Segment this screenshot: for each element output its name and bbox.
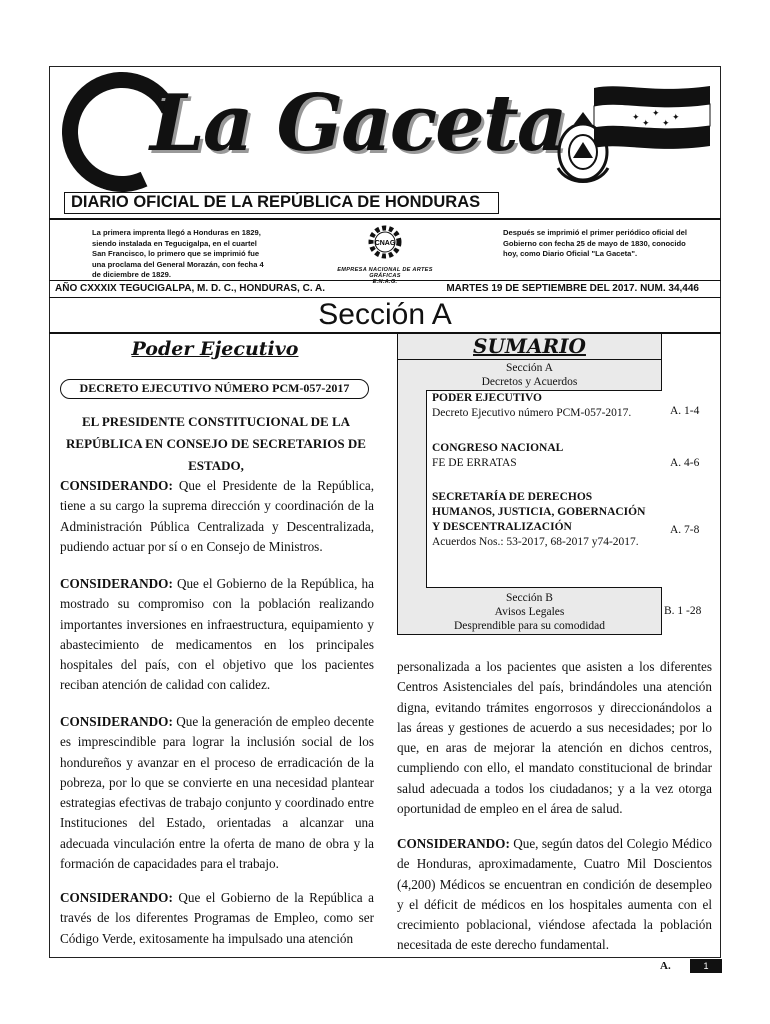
summary-section-b: Sección B (506, 592, 553, 604)
history-note-right: Después se imprimió el primer periódico oficial del Gobierno con fecha 25 de mayo de 1830, conocido hoy, como Diario Oficial "La Gaceta". (503, 228, 687, 259)
history-note-left: La primera imprenta llegó a Honduras en 1829, siendo instalada en Tegucigalpa, en el cuartel San Francisco, lo primero que se imprimió fue una proclama del General Morazán, con fecha 4 de diciembre de 1829. (92, 228, 264, 280)
page-number: 1 (690, 959, 722, 973)
enag-logo (330, 222, 440, 285)
section-title: Sección A (318, 298, 452, 331)
gear-icon (363, 222, 407, 262)
decree-continuation: personalizada a los pacientes que asisten a los diferentes Centros Asistenciales del país, brindándoles una atención digna, evitando trámites engorrosos y direccionándolos a las áreas y gestiones de acuerdo a sus necesidades; por lo que, en aras de mejorar la atención en dichos centros, cumpliendo con ello, el mandato constitucional de brindar salud adecuada a todos los ciudadanos; y a la vez otorga oportunidad de empleo en el área de salud. (397, 659, 712, 817)
decree-preamble: EL PRESIDENTE CONSTITUCIONAL DE LA REPÚBLICA EN CONSEJO DE SECRETARIOS DE ESTADO, (66, 414, 366, 473)
summary-section-a: Sección A (506, 362, 553, 374)
enag-name: EMPRESA NACIONAL DE ARTES GRÁFICAS (337, 267, 433, 279)
summary-item: SECRETARÍA DE DERECHOS HUMANOS, JUSTICIA, GOBERNACIÓN Y DESCENTRALIZACIÓN Acuerdos Nos.: 53-2017, 68-2017 y74-2017. (432, 491, 646, 548)
considerando-2: CONSIDERANDO: Que el Gobierno de la República, ha mostrado su compromiso con la población realizando importantes inversiones en infraestructura, equipamiento y abastecimiento de medicamentos en los principales hospitales del país, con el objetivo que los pacientes reciban atención de calidad con calidez. (60, 576, 374, 693)
masthead-subtitle: DIARIO OFICIAL DE LA REPÚBLICA DE HONDURAS (64, 192, 499, 214)
summary-item: CONGRESO NACIONAL FE DE ERRATAS (432, 442, 564, 469)
page-section-letter: A. (660, 960, 671, 972)
issue-info-bar (49, 280, 721, 298)
branch-heading: Poder Ejecutivo (131, 338, 299, 360)
svg-text:✦: ✦ (642, 118, 650, 128)
svg-text:✦: ✦ (652, 108, 660, 118)
divider (397, 359, 662, 360)
considerando-4: CONSIDERANDO: Que el Gobierno de la República a través de los diferentes Programas de Empleo, como ser Código Verde, exitosamente ha impulsado una atención (60, 890, 374, 946)
summary-item-ref: A. 7-8 (670, 524, 700, 536)
summary-section-a-sub: Decretos y Acuerdos (481, 376, 578, 388)
considerando-3: CONSIDERANDO: Que la generación de empleo decente es imprescindible para lograr la inclusión social de los hondureños y avanzar en el proceso de erradicación de la pobreza, por lo que se convierte en una necesidad plantear estrategias efectivas de trabajo conjunto y coordinado entre Instituciones del Estado, orientadas a alcanzar una adecuada vinculación entre la oferta de mano de obra y la formación de capacidades para el trabajo. (60, 714, 374, 872)
svg-text:✦: ✦ (632, 112, 640, 122)
enag-acronym: E.N.A.G. (372, 279, 398, 285)
coat-of-arms-icon (548, 108, 618, 192)
summary-item-ref: A. 4-6 (670, 457, 700, 469)
summary-section-b-note: Desprendible para su comodidad (453, 620, 606, 632)
considerando-5: CONSIDERANDO: Que, según datos del Colegio Médico de Honduras, aproximadamente, Cuatro Mil Doscientos (4,200) Médicos se encuentran en condición de desempleo y el déficit de médicos en los hospitales aumenta con el crecimiento poblacional, viéndose afectada la población necesitada de este derecho fundamental. (397, 836, 712, 953)
masthead-title: La Gaceta (150, 78, 566, 169)
issue-place: AÑO CXXXIX TEGUCIGALPA, M. D. C., HONDURAS, C. A. (55, 283, 326, 294)
summary-title: SUMARIO (473, 334, 586, 358)
summary-section-b-sub: Avisos Legales (494, 606, 565, 618)
decree-number: DECRETO EJECUTIVO NÚMERO PCM-057-2017 (60, 379, 369, 399)
considerando-1: CONSIDERANDO: Que el Presidente de la República, tiene a su cargo la suprema dirección y coordinación de la Administración Pública Centralizada y Descentralizada, pudiendo actuar por sí o en Consejo de Ministros. (60, 478, 374, 554)
summary-item: PODER EJECUTIVO Decreto Ejecutivo número PCM-057-2017. (432, 392, 632, 419)
divider (49, 218, 721, 220)
svg-text:✦: ✦ (672, 112, 680, 122)
svg-text:✦: ✦ (662, 118, 670, 128)
summary-item-ref: A. 1-4 (670, 405, 700, 417)
enag-logo-text: CNAG (374, 240, 396, 247)
issue-date-number: MARTES 19 DE SEPTIEMBRE DEL 2017. NUM. 34,446 (446, 283, 699, 294)
summary-section-b-ref: B. 1 -28 (664, 605, 702, 617)
